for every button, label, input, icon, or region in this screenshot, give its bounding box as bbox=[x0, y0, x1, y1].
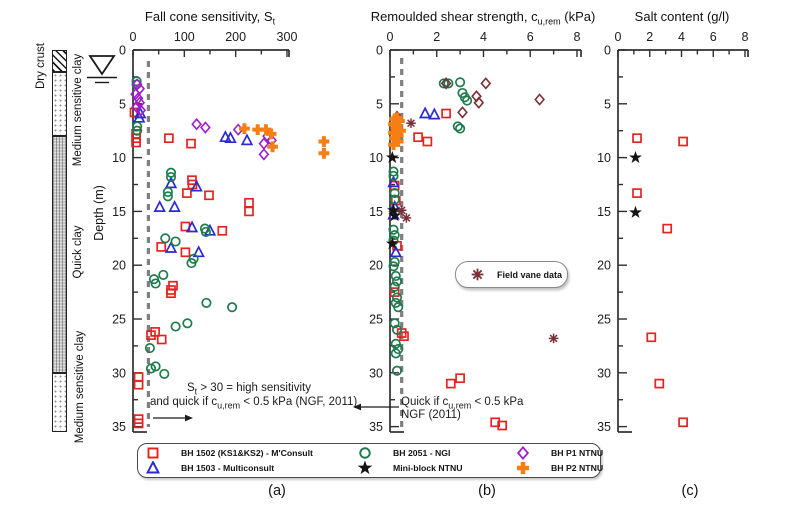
data-point-marker bbox=[245, 207, 253, 215]
field-vane-asterisk-icon bbox=[470, 267, 485, 282]
x-tick-label: 0 bbox=[614, 30, 622, 44]
data-point-marker bbox=[679, 418, 687, 426]
panel-c-plot bbox=[618, 50, 748, 432]
data-point-marker bbox=[535, 95, 544, 105]
depth-tick-label: 30 bbox=[112, 366, 126, 381]
panel-c-title-pre: Salt content (g/l) bbox=[634, 9, 730, 24]
circle-marker bbox=[454, 122, 462, 130]
depth-tick-label: 30 bbox=[369, 366, 383, 381]
diamond-legend-icon bbox=[516, 446, 530, 460]
annotation-text-run: > 30 = high sensitivity bbox=[197, 382, 311, 394]
series-diamond bbox=[131, 79, 276, 159]
panel-a-annotation-line2 bbox=[150, 396, 358, 411]
circle-marker bbox=[183, 319, 191, 327]
panel-a-plot bbox=[131, 50, 329, 432]
square-marker bbox=[414, 133, 422, 141]
data-point-marker bbox=[155, 202, 165, 211]
annotation-text-run: t bbox=[194, 386, 198, 397]
data-point-marker bbox=[633, 189, 641, 197]
circle-marker bbox=[393, 277, 401, 285]
depth-tick-label: 25 bbox=[597, 312, 611, 327]
plus-marker bbox=[319, 148, 329, 158]
diamond-marker bbox=[535, 95, 544, 105]
legend-item bbox=[358, 446, 516, 460]
depth-axis-label: Depth (m) bbox=[92, 185, 106, 241]
x-tick-label: 300 bbox=[276, 30, 298, 44]
panel-a-title-sub: t bbox=[272, 16, 276, 27]
panel-c-letter: (c) bbox=[681, 483, 699, 499]
square-marker bbox=[447, 380, 455, 388]
depth-tick-label: 35 bbox=[597, 420, 611, 435]
square-marker bbox=[679, 418, 687, 426]
data-point-marker bbox=[171, 322, 179, 330]
data-point-marker bbox=[456, 374, 464, 382]
soil-layer-dots bbox=[52, 373, 67, 432]
data-point-marker bbox=[423, 138, 431, 146]
data-point-marker bbox=[447, 380, 455, 388]
x-tick-label: 6 bbox=[526, 30, 534, 44]
data-point-marker bbox=[260, 149, 269, 159]
square-marker bbox=[165, 134, 173, 142]
plus-marker bbox=[517, 462, 528, 473]
data-point-marker bbox=[663, 225, 671, 233]
square-marker bbox=[187, 140, 195, 148]
star-marker bbox=[359, 461, 371, 473]
legend-item-label: BH 1502 (KS1&KS2) - M'Consult bbox=[181, 448, 313, 459]
data-point-marker bbox=[442, 110, 450, 118]
data-point-marker bbox=[166, 243, 176, 252]
data-point-marker bbox=[183, 319, 191, 327]
legend-item-label: BH P2 NTNU bbox=[551, 462, 604, 473]
circle-marker bbox=[160, 370, 168, 378]
circle-marker bbox=[161, 234, 169, 242]
series-legend bbox=[137, 443, 604, 478]
asterisk-legend-icon bbox=[470, 267, 485, 282]
square-marker bbox=[655, 380, 663, 388]
annotation-text-run: u,rem bbox=[448, 400, 472, 411]
annotation-arrowhead bbox=[185, 415, 193, 422]
data-point-marker bbox=[655, 380, 663, 388]
soil-label-quick-clay: Quick clay bbox=[72, 225, 84, 279]
diamond-marker bbox=[260, 149, 269, 159]
data-point-marker bbox=[201, 123, 210, 133]
triangle-marker bbox=[430, 109, 440, 118]
soil-label-medium-sensitive-clay-lower: Medium sensitive clay bbox=[74, 330, 86, 444]
circle-marker bbox=[159, 271, 167, 279]
depth-tick-label: 20 bbox=[112, 258, 126, 273]
plus-marker bbox=[319, 137, 329, 147]
data-point-marker bbox=[202, 299, 210, 307]
x-tick-label: 6 bbox=[709, 30, 717, 44]
panel-b-title-sub: u,rem bbox=[537, 16, 561, 27]
circle-marker bbox=[393, 367, 401, 375]
triangle-marker bbox=[155, 202, 165, 211]
legend-item-label: BH 2051 - NGI bbox=[393, 448, 451, 459]
triangle-marker bbox=[420, 108, 430, 117]
square-marker bbox=[218, 227, 226, 235]
data-point-marker bbox=[458, 107, 467, 117]
x-tick-label: 4 bbox=[480, 30, 487, 44]
data-point-marker bbox=[402, 213, 412, 223]
square-marker bbox=[183, 189, 191, 197]
panel-a-title-pre: Fall cone sensitivity, S bbox=[144, 9, 273, 24]
data-point-marker bbox=[397, 206, 407, 216]
data-point-marker bbox=[181, 248, 189, 256]
triangle-marker bbox=[166, 243, 176, 252]
data-point-marker bbox=[160, 370, 168, 378]
x-tick-label: 8 bbox=[741, 30, 749, 44]
square-marker bbox=[679, 138, 687, 146]
depth-tick-label: 35 bbox=[369, 420, 383, 435]
data-point-marker bbox=[679, 138, 687, 146]
data-point-marker bbox=[228, 303, 236, 311]
data-point-marker bbox=[245, 199, 253, 207]
soil-label-medium-sensitive-clay-upper: Medium sensitive clay bbox=[72, 53, 84, 167]
depth-tick-label: 0 bbox=[376, 43, 383, 58]
data-point-marker bbox=[647, 333, 655, 341]
diamond-marker bbox=[458, 107, 467, 117]
plus-legend-icon bbox=[516, 461, 530, 475]
data-point-marker bbox=[157, 243, 165, 251]
water-table-icon bbox=[86, 53, 120, 89]
panel-b-letter: (b) bbox=[478, 483, 496, 499]
data-point-marker bbox=[170, 202, 180, 211]
circle-marker bbox=[456, 124, 464, 132]
series-plus bbox=[239, 124, 329, 159]
panel-c-title bbox=[602, 9, 762, 27]
circle-marker bbox=[228, 303, 236, 311]
data-point-marker bbox=[183, 189, 191, 197]
data-point-marker bbox=[633, 134, 641, 142]
legend-item-label: Mini-block NTNU bbox=[393, 462, 463, 473]
data-point-marker bbox=[414, 133, 422, 141]
data-point-marker bbox=[456, 78, 464, 86]
panel-b-title-pre: Remoulded shear strength, c bbox=[370, 9, 538, 24]
data-point-marker bbox=[630, 152, 641, 162]
data-point-marker bbox=[171, 237, 179, 245]
data-point-marker bbox=[159, 271, 167, 279]
diamond-marker bbox=[482, 78, 491, 88]
x-tick-label: 2 bbox=[646, 30, 654, 44]
circle-marker bbox=[360, 449, 369, 458]
data-point-marker bbox=[456, 124, 464, 132]
diamond-marker bbox=[518, 448, 528, 459]
square-marker bbox=[181, 248, 189, 256]
square-marker bbox=[647, 333, 655, 341]
legend-item bbox=[146, 461, 358, 475]
depth-tick-label: 25 bbox=[369, 312, 383, 327]
depth-tick-label: 5 bbox=[604, 97, 611, 112]
panel-b-title-post: (kPa) bbox=[560, 9, 596, 24]
x-tick-label: 8 bbox=[573, 30, 581, 44]
depth-tick-label: 30 bbox=[597, 366, 611, 381]
legend-item bbox=[146, 446, 358, 460]
square-marker bbox=[663, 225, 671, 233]
square-marker bbox=[157, 243, 165, 251]
x-tick-label: 4 bbox=[678, 30, 685, 44]
annotation-text-run: Quick if c bbox=[401, 396, 449, 408]
x-tick-label: 2 bbox=[433, 30, 441, 44]
depth-tick-label: 10 bbox=[112, 151, 126, 166]
circle-marker bbox=[171, 237, 179, 245]
data-point-marker bbox=[393, 277, 401, 285]
x-tick-label: 200 bbox=[225, 30, 247, 44]
circle-marker bbox=[171, 322, 179, 330]
annotation-text-run: NGF (2011) bbox=[401, 409, 461, 421]
panel-a-letter: (a) bbox=[268, 483, 286, 499]
panel-b-title bbox=[358, 9, 608, 27]
data-point-marker bbox=[319, 148, 329, 158]
data-point-marker bbox=[387, 152, 398, 162]
data-point-marker bbox=[406, 118, 416, 128]
data-point-marker bbox=[242, 135, 252, 144]
x-tick-label: 0 bbox=[129, 30, 137, 44]
panel-a-title bbox=[110, 9, 310, 27]
star-marker bbox=[630, 207, 641, 217]
square-marker bbox=[205, 191, 213, 199]
data-point-marker bbox=[482, 78, 491, 88]
data-point-marker bbox=[165, 134, 173, 142]
data-point-marker bbox=[319, 137, 329, 147]
depth-tick-label: 0 bbox=[604, 43, 611, 58]
data-point-marker bbox=[454, 122, 462, 130]
triangle-marker bbox=[242, 135, 252, 144]
data-point-marker bbox=[549, 334, 559, 344]
legend-item-label: BH P1 NTNU bbox=[551, 448, 604, 459]
data-point-marker bbox=[630, 207, 641, 217]
data-point-marker bbox=[192, 119, 201, 129]
depth-tick-label: 15 bbox=[597, 204, 611, 219]
data-point-marker bbox=[420, 108, 430, 117]
panel-b-annotation-line2 bbox=[401, 409, 461, 421]
legend-item bbox=[516, 446, 610, 460]
circle-marker bbox=[391, 283, 399, 291]
data-point-marker bbox=[218, 227, 226, 235]
square-marker bbox=[245, 199, 253, 207]
soil-layer-hatch bbox=[52, 50, 67, 72]
depth-tick-label: 0 bbox=[119, 43, 126, 58]
data-point-marker bbox=[205, 191, 213, 199]
data-point-marker bbox=[187, 140, 195, 148]
legend-item-label: BH 1503 - Multiconsult bbox=[181, 462, 275, 473]
star-legend-icon bbox=[358, 461, 372, 475]
star-marker bbox=[387, 152, 398, 162]
triangle-marker bbox=[148, 462, 159, 472]
soil-label-dry-crust: Dry crust bbox=[35, 43, 47, 89]
annotation-text-run: < 0.5 kPa (NGF, 2011) bbox=[240, 396, 358, 408]
diamond-marker bbox=[201, 123, 210, 133]
series-square bbox=[633, 134, 687, 426]
soil-layer-dots bbox=[52, 72, 67, 137]
field-vane-legend bbox=[455, 261, 568, 288]
legend-item bbox=[516, 461, 610, 475]
depth-tick-label: 5 bbox=[119, 97, 126, 112]
depth-tick-label: 15 bbox=[112, 204, 126, 219]
panel-b-plot bbox=[353, 50, 581, 435]
field-vane-legend-label: Field vane data bbox=[497, 269, 563, 280]
square-marker bbox=[456, 374, 464, 382]
triangle-marker bbox=[170, 202, 180, 211]
square-marker bbox=[633, 189, 641, 197]
series-asterisk bbox=[397, 118, 558, 343]
star-marker bbox=[630, 152, 641, 162]
triangle-legend-icon bbox=[146, 461, 160, 475]
depth-tick-label: 35 bbox=[112, 420, 126, 435]
square-marker bbox=[442, 110, 450, 118]
data-point-marker bbox=[161, 234, 169, 242]
circle-marker bbox=[456, 78, 464, 86]
circle-marker bbox=[202, 299, 210, 307]
depth-tick-label: 20 bbox=[369, 258, 383, 273]
annotation-text-run: < 0.5 kPa bbox=[471, 396, 524, 408]
depth-tick-label: 15 bbox=[369, 204, 383, 219]
depth-tick-label: 10 bbox=[597, 151, 611, 166]
square-marker bbox=[423, 138, 431, 146]
annotation-text-run: u,rem bbox=[217, 400, 241, 411]
legend-item bbox=[358, 461, 516, 475]
data-point-marker bbox=[391, 283, 399, 291]
depth-tick-label: 10 bbox=[369, 151, 383, 166]
depth-tick-label: 25 bbox=[112, 312, 126, 327]
soil-layer-graydots bbox=[52, 136, 67, 373]
square-legend-icon bbox=[146, 446, 160, 460]
x-tick-label: 100 bbox=[173, 30, 195, 44]
square-marker bbox=[148, 449, 157, 458]
depth-tick-label: 20 bbox=[597, 258, 611, 273]
square-marker bbox=[245, 207, 253, 215]
panel-a-annotation-line1 bbox=[160, 382, 338, 396]
circle-legend-icon bbox=[358, 446, 372, 460]
diamond-marker bbox=[192, 119, 201, 129]
x-tick-label: 0 bbox=[386, 30, 394, 44]
data-point-marker bbox=[393, 367, 401, 375]
annotation-text-run: and quick if c bbox=[150, 396, 218, 408]
annotation-text-run: S bbox=[187, 382, 195, 394]
series-star bbox=[630, 152, 641, 217]
depth-tick-label: 5 bbox=[376, 97, 383, 112]
data-point-marker bbox=[430, 109, 440, 118]
square-marker bbox=[633, 134, 641, 142]
